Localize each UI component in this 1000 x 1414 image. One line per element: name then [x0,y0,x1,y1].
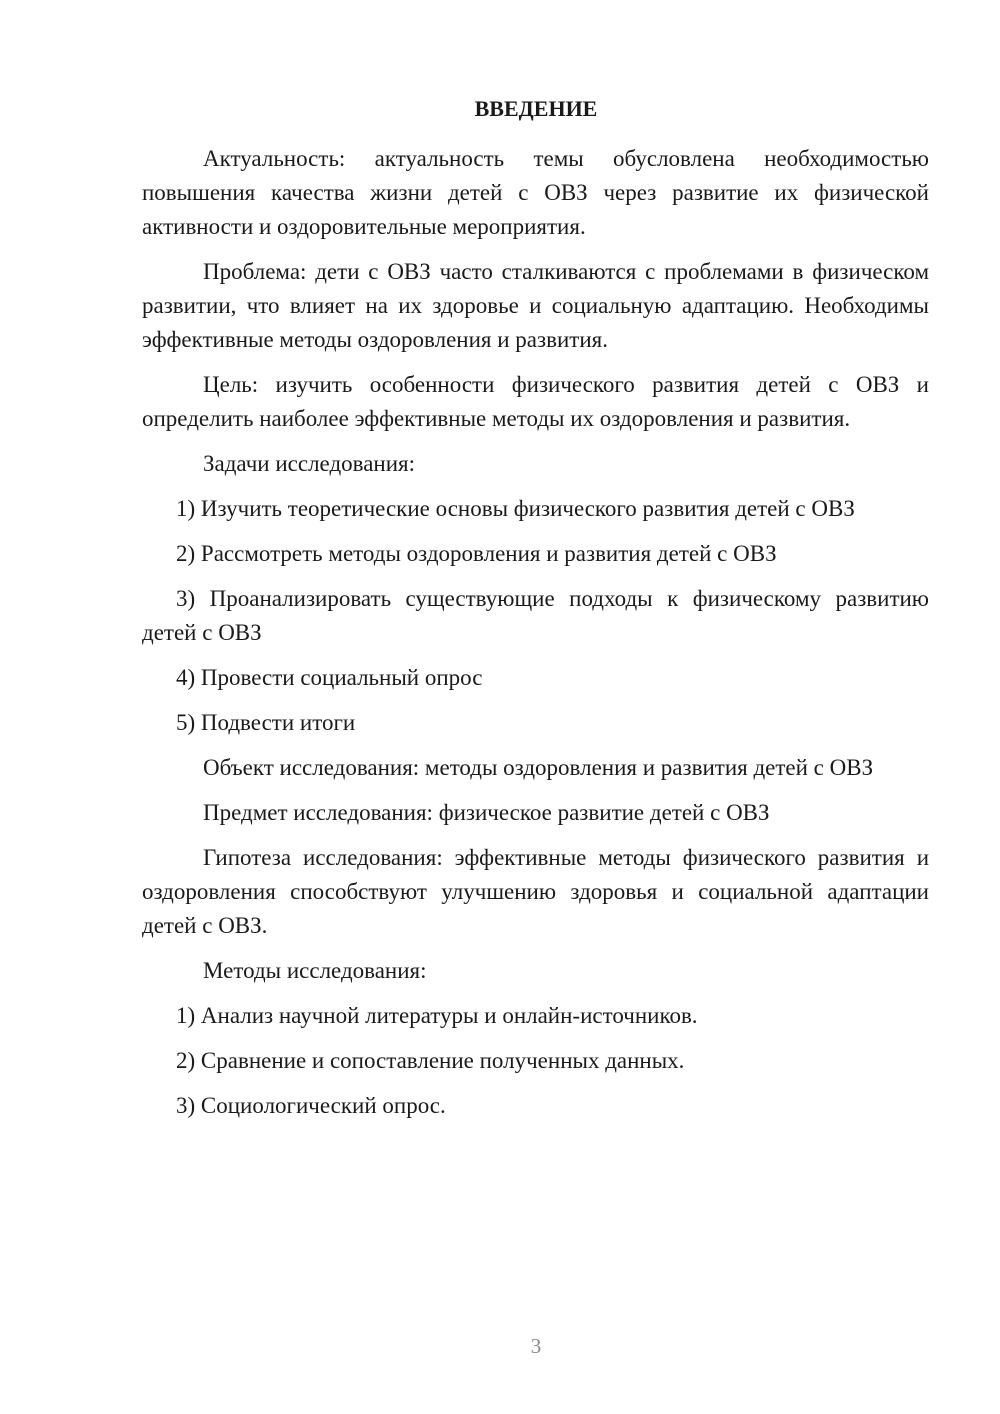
hypothesis-paragraph: Гипотеза исследования: эффективные методы физического развития и оздоровления способствуют улучшению здоровья и социальной адаптации детей с ОВЗ. [142,845,929,938]
task-item: 1) Изучить теоретические основы физического развития детей с ОВЗ [176,496,855,521]
object-paragraph: Объект исследования: методы оздоровления и развития детей с ОВЗ [203,755,874,780]
methods-title: Методы исследования: [203,958,427,983]
task-item: 4) Провести социальный опрос [176,665,483,690]
section-heading: ВВЕДЕНИЕ [474,96,598,121]
method-item: 3) Социологический опрос. [176,1093,446,1118]
task-item: 2) Рассмотреть методы оздоровления и развития детей с ОВЗ [176,541,777,566]
problem-paragraph: Проблема: дети с ОВЗ часто сталкиваются с проблемами в физическом развитии, что влияет на их здоровье и социальную адаптацию. Необходимы эффективные методы оздоровления и развития. [142,259,929,352]
relevance-paragraph: Актуальность: актуальность темы обусловлена необходимостью повышения качества жизни детей с ОВЗ через развитие их физической активности и оздоровительные мероприятия. [142,146,929,239]
subject-paragraph: Предмет исследования: физическое развитие детей с ОВЗ [203,800,770,825]
method-item: 2) Сравнение и сопоставление полученных данных. [176,1048,685,1073]
page-number: 3 [530,1334,542,1358]
task-item: 3) Проанализировать существующие подходы к физическому развитию детей с ОВЗ [142,586,929,645]
goal-paragraph: Цель: изучить особенности физического развития детей с ОВЗ и определить наиболее эффективные методы их оздоровления и развития. [142,372,929,431]
tasks-title: Задачи исследования: [203,451,416,476]
method-item: 1) Анализ научной литературы и онлайн-источников. [176,1003,698,1028]
body-text [142,142,929,1134]
task-item: 5) Подвести итоги [176,710,356,735]
